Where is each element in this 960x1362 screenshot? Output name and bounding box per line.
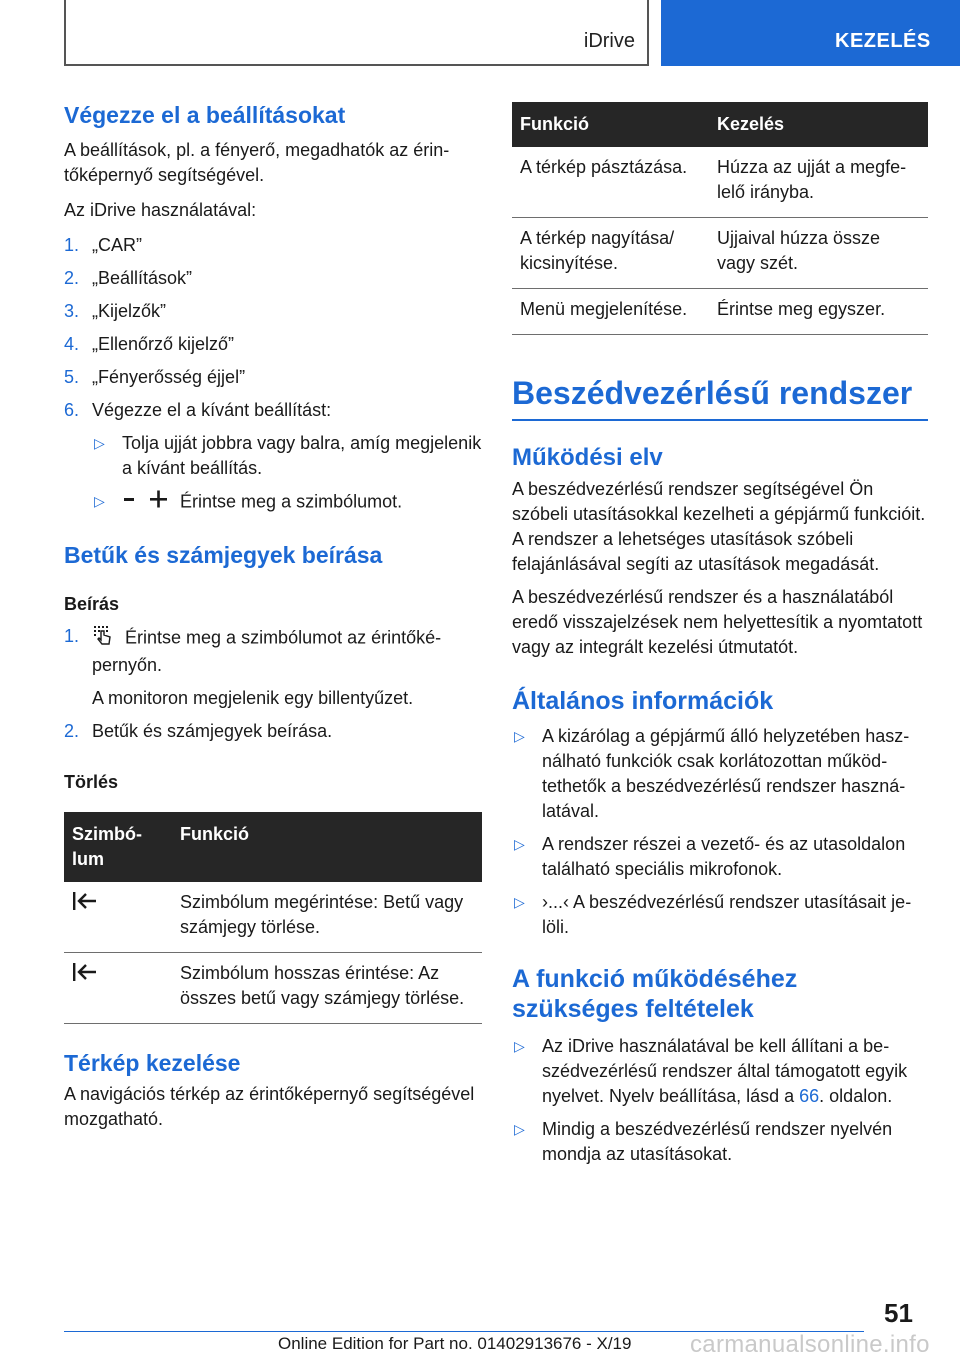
triangle-bullet-icon: ▷ xyxy=(514,894,525,910)
table-row xyxy=(64,953,482,1024)
entry-note: A monitoron megjelenik egy billentyűzet. xyxy=(92,688,414,708)
letters-heading: Betűk és számjegyek beírása xyxy=(64,542,383,568)
right-column xyxy=(512,102,928,1167)
table-cell: A térkép nagyítása/ kicsinyítése. xyxy=(512,218,709,289)
table-row xyxy=(512,147,928,218)
table-header-row xyxy=(512,102,928,147)
settings-via: Az iDrive használatával: xyxy=(64,200,257,220)
header-section-title: iDrive xyxy=(583,30,635,52)
list-item: 2. Betűk és számjegyek beírása. xyxy=(64,721,333,741)
table-cell: Érintse meg egyszer. xyxy=(709,289,928,335)
table-cell: Húzza az ujját a megfelelő irányba. xyxy=(709,147,928,218)
triangle-bullet-icon: ▷ xyxy=(514,1121,525,1137)
header-chapter-box xyxy=(661,0,960,66)
backspace-icon xyxy=(72,890,100,919)
table-header-row xyxy=(64,812,482,882)
settings-heading: Végezze el a beállításokat xyxy=(64,102,346,128)
settings-intro: A beállítások, pl. a fényerő, megadhatók az érintőképernyő segítségével. xyxy=(64,140,450,185)
table-row xyxy=(512,218,928,289)
table-header-cell: Funkció xyxy=(172,812,482,882)
backspace-icon xyxy=(72,961,100,990)
triangle-bullet-icon: ▷ xyxy=(514,728,525,744)
table-cell: Ujjaival húzza össze vagy szét. xyxy=(709,218,928,289)
plus-icon xyxy=(149,489,169,516)
principle-text-1: A beszédvezérlésű rendszer segítségével Ön szóbeli utasításokkal kezelheti a gépjármű funkcióit. A rendszer a lehetséges utasítások szóbeli felajánlásával segíti az utasítások megadását. xyxy=(512,479,926,574)
table-row xyxy=(512,289,928,335)
list-item: 4. „Ellenőrző kijelző” xyxy=(64,334,235,354)
list-item: 1. „CAR” xyxy=(64,235,142,255)
triangle-bullet-icon: ▷ xyxy=(514,836,525,852)
prerequisites-bullets xyxy=(512,1034,928,1167)
list-item: ▷ Érintse meg a szimbólumot. xyxy=(92,489,482,516)
keyboard-touch-icon xyxy=(92,624,114,653)
list-item: ▷ A rendszer részei a vezető- és az utasoldalon található speciális mikrofonok. xyxy=(514,834,906,879)
left-column xyxy=(64,100,482,1132)
table-cell: Szimbólum megérintése: Betű vagy számjegy törlése. xyxy=(172,882,482,953)
table-cell: Menü megjelenítése. xyxy=(512,289,709,335)
map-text: A navigációs térkép az érintőképernyő segítségével mozgatható. xyxy=(64,1084,475,1129)
table-header-cell: Szimbólum xyxy=(64,812,172,882)
delete-heading: Törlés xyxy=(64,772,119,792)
list-item: 1. Érintse meg a szimbólumot az érintőképernyőn. xyxy=(64,626,442,675)
list-item: 2. „Beállítások” xyxy=(64,268,193,288)
page-reference-link[interactable]: 66 xyxy=(799,1086,820,1106)
triangle-bullet-icon: ▷ xyxy=(94,493,105,509)
table-header-cell: Funkció xyxy=(512,102,709,147)
table-cell xyxy=(64,882,172,953)
page-number: 51 xyxy=(884,1298,913,1328)
footer-edition: Online Edition for Part no. 01402913676 - X/19 xyxy=(278,1334,632,1353)
table-cell xyxy=(64,953,172,1024)
settings-steps xyxy=(64,233,482,423)
minus-icon xyxy=(122,489,138,516)
map-operation-table xyxy=(512,102,928,335)
principle-text-2: A beszédvezérlésű rendszer és a használatából eredő visszajelzések nem helyettesítik a nyomtatott vagy az integrált kezelési útmutatót. xyxy=(512,587,923,657)
list-item: 6. Végezze el a kívánt beállítást: xyxy=(64,400,332,420)
prerequisites-heading: A funkció működéséhez szükséges feltételek xyxy=(512,965,798,1023)
delete-table xyxy=(64,812,482,1024)
voice-control-title: Beszédvezérlésű rendszer xyxy=(512,373,928,421)
table-cell: A térkép pásztázása. xyxy=(512,147,709,218)
general-info-bullets xyxy=(512,724,928,940)
list-item: ▷ Az iDrive használatával be kell állítani a beszédvezérlésű rendszer által támogatott egyik nyelvet. Nyelv beállítása, lásd a 66. oldalon. xyxy=(514,1036,908,1106)
general-info-heading: Általános információk xyxy=(512,687,774,715)
list-item: 5. „Fényerősség éjjel” xyxy=(64,367,246,387)
map-heading: Térkép kezelése xyxy=(64,1050,241,1076)
header-chapter-title: KEZELÉS xyxy=(835,30,931,52)
entry-heading: Beírás xyxy=(64,594,120,614)
list-item: 3. „Kijelzők” xyxy=(64,301,167,321)
header-section-box xyxy=(64,0,649,66)
list-item: ▷ A kizárólag a gépjármű álló helyzetében használható funkciók csak korlátozottan működtethetők a beszédvezérlésű rendszer használatával. xyxy=(514,726,910,821)
list-item: ▷ Mindig a beszédvezérlésű rendszer nyelvén mondja az utasításokat. xyxy=(514,1119,893,1164)
table-header-cell: Kezelés xyxy=(709,102,928,147)
list-item: ▷ ›...‹ A beszédvezérlésű rendszer utasításait jelöli. xyxy=(514,892,912,937)
list-item: ▷ Tolja ujját jobbra vagy balra, amíg megjelenik a kívánt beállítás. xyxy=(94,433,482,478)
table-row xyxy=(64,882,482,953)
triangle-bullet-icon: ▷ xyxy=(514,1038,525,1054)
table-cell: Szimbólum hosszas érintése: Az összes betű vagy számjegy törlése. xyxy=(172,953,482,1024)
triangle-bullet-icon: ▷ xyxy=(94,435,105,451)
principle-heading: Működési elv xyxy=(512,444,663,471)
entry-steps xyxy=(64,624,482,744)
settings-sub-bullets xyxy=(64,431,482,516)
watermark: carmanualsonline.info xyxy=(690,1331,930,1358)
